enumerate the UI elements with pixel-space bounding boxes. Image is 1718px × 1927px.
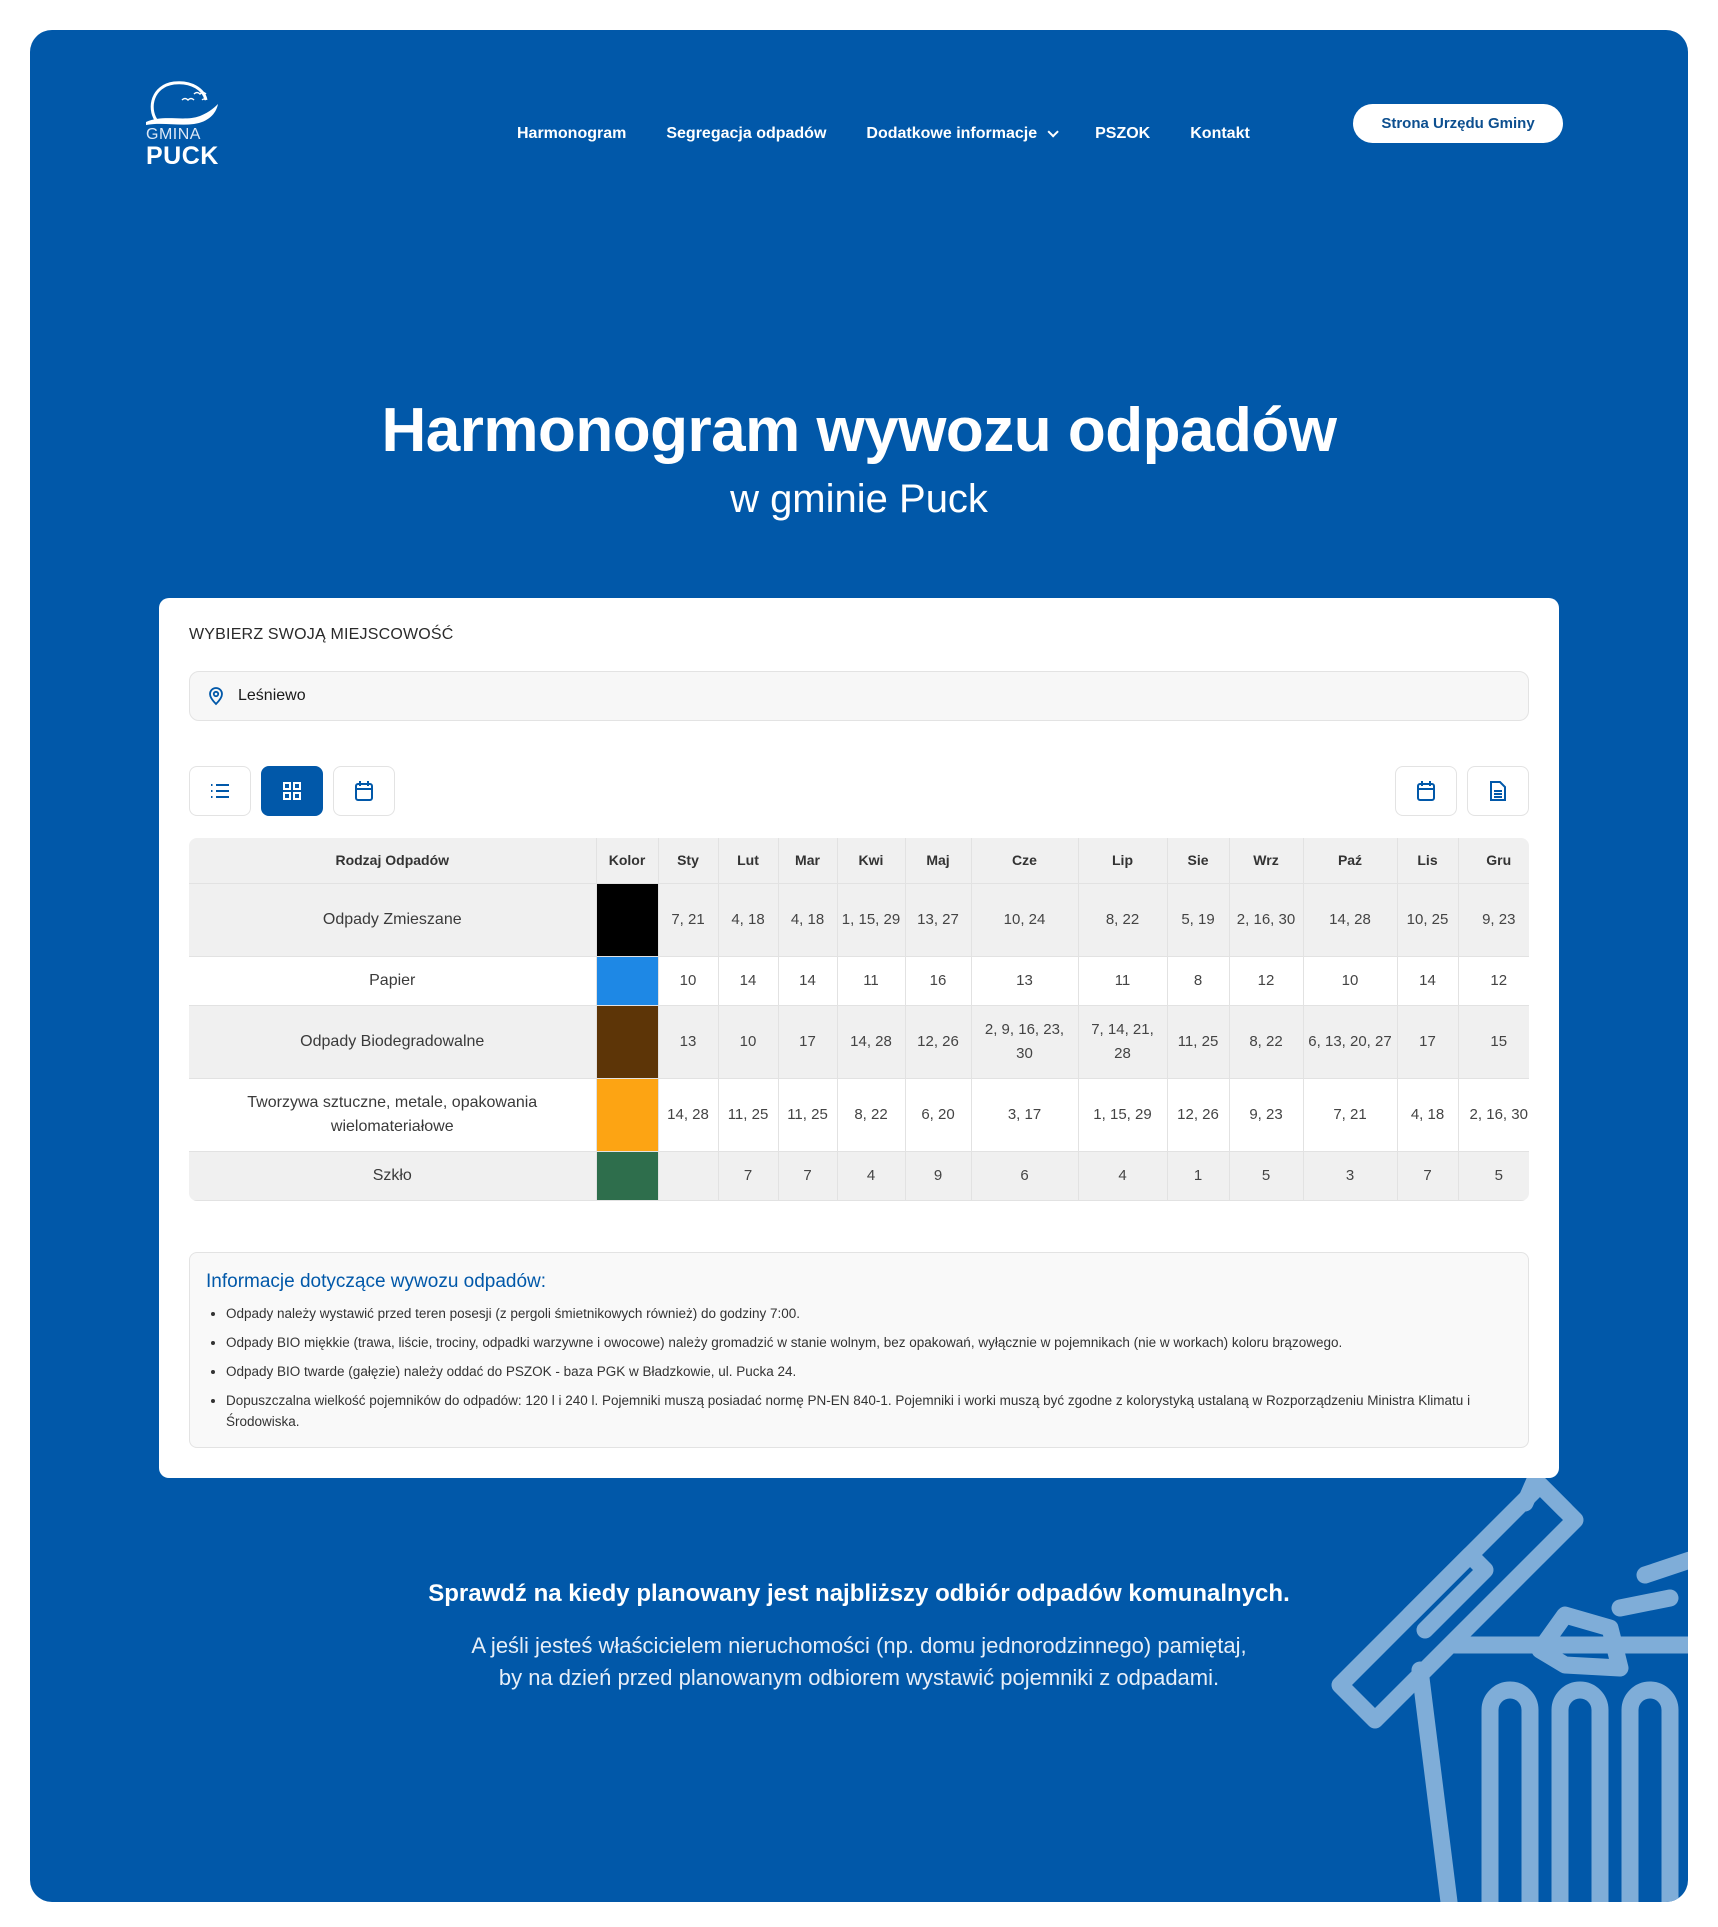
color-swatch-cell xyxy=(596,956,658,1005)
col-header: Sty xyxy=(658,838,718,883)
date-cell: 6, 20 xyxy=(905,1078,971,1151)
view-toggle-group xyxy=(189,766,405,816)
date-cell: 12 xyxy=(1458,956,1529,1005)
calendar-view-button[interactable] xyxy=(333,766,395,816)
col-header: Rodzaj Odpadów xyxy=(189,838,596,883)
date-cell: 15 xyxy=(1458,1005,1529,1078)
date-cell: 9, 23 xyxy=(1458,883,1529,956)
page-subtitle: w gminie Puck xyxy=(730,477,988,521)
table-row xyxy=(189,1151,1529,1200)
date-cell: 7 xyxy=(778,1151,837,1200)
date-cell: 3, 17 xyxy=(971,1078,1078,1151)
nav-kontakt[interactable] xyxy=(1190,125,1250,143)
date-cell: 3 xyxy=(1303,1151,1397,1200)
date-cell: 10 xyxy=(718,1005,778,1078)
date-cell: 10, 24 xyxy=(971,883,1078,956)
date-cell: 11 xyxy=(837,956,905,1005)
nav-dodatkowe-informacje[interactable] xyxy=(866,125,1055,143)
grid-view-button[interactable] xyxy=(261,766,323,816)
export-actions xyxy=(1385,766,1529,816)
date-cell: 13 xyxy=(971,956,1078,1005)
date-cell: 17 xyxy=(778,1005,837,1078)
col-header: Paź xyxy=(1303,838,1397,883)
date-cell: 12, 26 xyxy=(1167,1078,1229,1151)
color-swatch-cell xyxy=(596,1151,658,1200)
table-row xyxy=(189,956,1529,1005)
date-cell: 1, 15, 29 xyxy=(837,883,905,956)
date-cell: 11, 25 xyxy=(778,1078,837,1151)
date-cell: 11 xyxy=(1078,956,1167,1005)
location-select-label: WYBIERZ SWOJĄ MIEJSCOWOŚĆ xyxy=(189,626,454,643)
info-item: Odpady BIO twarde (gałęzie) należy oddać do PSZOK - baza PGK w Bładzkowie, ul. Pucka 24. xyxy=(206,1361,1512,1382)
table-header-row xyxy=(189,838,1529,883)
logo-line2: PUCK xyxy=(146,142,219,170)
col-header: Lut xyxy=(718,838,778,883)
list-view-button[interactable] xyxy=(189,766,251,816)
date-cell: 9, 23 xyxy=(1229,1078,1303,1151)
nav-segregacja[interactable] xyxy=(666,125,826,143)
date-cell: 14, 28 xyxy=(837,1005,905,1078)
col-header: Cze xyxy=(971,838,1078,883)
date-cell: 7 xyxy=(718,1151,778,1200)
waste-type-cell: Tworzywa sztuczne, metale, opakowania wielomateriałowe xyxy=(189,1078,596,1151)
date-cell: 4 xyxy=(837,1151,905,1200)
main-nav xyxy=(517,114,1290,154)
col-header: Mar xyxy=(778,838,837,883)
date-cell: 10 xyxy=(1303,956,1397,1005)
table-row xyxy=(189,1005,1529,1078)
date-cell: 13, 27 xyxy=(905,883,971,956)
col-header: Lip xyxy=(1078,838,1167,883)
date-cell: 7, 21 xyxy=(658,883,718,956)
info-item: Dopuszczalna wielkość pojemników do odpadów: 120 l i 240 l. Pojemniki muszą posiadać normę PN-EN 840-1. Pojemniki i worki muszą być zgodne z kolorystyką ustalaną w Rozporządzeniu Ministra Klimatu i Środowiska. xyxy=(206,1390,1512,1432)
date-cell: 12 xyxy=(1229,956,1303,1005)
date-cell: 6 xyxy=(971,1151,1078,1200)
date-cell: 8 xyxy=(1167,956,1229,1005)
color-swatch-cell xyxy=(596,883,658,956)
date-cell: 4 xyxy=(1078,1151,1167,1200)
nav-label: Segregacja odpadów xyxy=(666,125,827,142)
date-cell: 10, 25 xyxy=(1397,883,1458,956)
download-pdf-button[interactable] xyxy=(1467,766,1529,816)
col-header: Gru xyxy=(1458,838,1529,883)
nav-pszok[interactable] xyxy=(1095,125,1150,143)
waste-type-cell: Papier xyxy=(189,956,596,1005)
date-cell: 16 xyxy=(905,956,971,1005)
date-cell: 8, 22 xyxy=(1078,883,1167,956)
date-cell: 17 xyxy=(1397,1005,1458,1078)
date-cell: 12, 26 xyxy=(905,1005,971,1078)
date-cell: 5 xyxy=(1458,1151,1529,1200)
document-icon xyxy=(1489,780,1507,802)
date-cell xyxy=(658,1151,718,1200)
date-cell: 14 xyxy=(778,956,837,1005)
export-calendar-button[interactable] xyxy=(1395,766,1457,816)
calendar-icon xyxy=(354,780,374,802)
chevron-down-icon xyxy=(1048,126,1059,137)
col-header: Kolor xyxy=(596,838,658,883)
date-cell: 6, 13, 20, 27 xyxy=(1303,1005,1397,1078)
col-header: Kwi xyxy=(837,838,905,883)
date-cell: 14 xyxy=(718,956,778,1005)
page-title: Harmonogram wywozu odpadów xyxy=(381,396,1337,465)
col-header: Wrz xyxy=(1229,838,1303,883)
info-box xyxy=(189,1252,1529,1448)
date-cell: 5, 19 xyxy=(1167,883,1229,956)
location-input[interactable] xyxy=(238,687,1438,705)
location-field[interactable] xyxy=(189,671,1529,721)
date-cell: 4, 18 xyxy=(1397,1078,1458,1151)
date-cell: 2, 16, 30 xyxy=(1229,883,1303,956)
date-cell: 13 xyxy=(658,1005,718,1078)
col-header: Maj xyxy=(905,838,971,883)
bottom-line-1: A jeśli jesteś właścicielem nieruchomości (np. domu jednorodzinnego) pamiętaj, xyxy=(471,1633,1247,1658)
date-cell: 8, 22 xyxy=(1229,1005,1303,1078)
date-cell: 4, 18 xyxy=(778,883,837,956)
logo-sun-wave-icon xyxy=(144,78,224,128)
col-header: Lis xyxy=(1397,838,1458,883)
bottom-line-2: by na dzień przed planowanym odbiorem wystawić pojemniki z odpadami. xyxy=(498,1665,1220,1690)
info-item: Odpady należy wystawić przed teren posesji (z pergoli śmietnikowych również) do godziny 7:00. xyxy=(206,1303,1512,1324)
date-cell: 14, 28 xyxy=(658,1078,718,1151)
waste-type-cell: Odpady Zmieszane xyxy=(189,883,596,956)
nav-label: Kontakt xyxy=(1190,125,1250,142)
info-title: Informacje dotyczące wywozu odpadów: xyxy=(206,1271,547,1292)
nav-label: Dodatkowe informacje xyxy=(866,125,1038,142)
date-cell: 8, 22 xyxy=(837,1078,905,1151)
table-row xyxy=(189,1078,1529,1151)
date-cell: 11, 25 xyxy=(1167,1005,1229,1078)
bottom-heading: Sprawdź na kiedy planowany jest najbliższy odbiór odpadów komunalnych. xyxy=(428,1580,1290,1607)
info-list xyxy=(206,1303,1512,1432)
date-cell: 10 xyxy=(658,956,718,1005)
date-cell: 2, 16, 30 xyxy=(1458,1078,1529,1151)
date-cell: 1, 15, 29 xyxy=(1078,1078,1167,1151)
color-swatch-cell xyxy=(596,1005,658,1078)
strona-urzedu-button[interactable]: Strona Urzędu Gminy xyxy=(1353,104,1563,143)
date-cell: 7 xyxy=(1397,1151,1458,1200)
col-header: Sie xyxy=(1167,838,1229,883)
gmina-puck-logo[interactable] xyxy=(144,78,224,168)
schedule-card xyxy=(159,598,1559,1478)
trash-can-decoration-icon xyxy=(1320,1450,1688,1902)
calendar-export-icon xyxy=(1416,780,1436,802)
info-item: Odpady BIO miękkie (trawa, liście, trociny, odpadki warzywne i owocowe) należy gromadzić w stanie wolnym, bez opakowań, wyłącznie w pojemnikach (nie w workach) koloru brązowego. xyxy=(206,1332,1512,1353)
date-cell: 7, 21 xyxy=(1303,1078,1397,1151)
logo-line1: GMINA xyxy=(146,126,201,143)
date-cell: 11, 25 xyxy=(718,1078,778,1151)
date-cell: 5 xyxy=(1229,1151,1303,1200)
table-row xyxy=(189,883,1529,956)
date-cell: 7, 14, 21, 28 xyxy=(1078,1005,1167,1078)
nav-label: Harmonogram xyxy=(517,125,627,142)
date-cell: 1 xyxy=(1167,1151,1229,1200)
map-pin-icon xyxy=(206,686,226,706)
nav-label: PSZOK xyxy=(1095,125,1151,142)
date-cell: 14, 28 xyxy=(1303,883,1397,956)
list-icon xyxy=(209,782,231,800)
grid-icon xyxy=(282,781,302,801)
date-cell: 4, 18 xyxy=(718,883,778,956)
date-cell: 14 xyxy=(1397,956,1458,1005)
date-cell: 2, 9, 16, 23, 30 xyxy=(971,1005,1078,1078)
schedule-table xyxy=(189,838,1529,1201)
date-cell: 9 xyxy=(905,1151,971,1200)
waste-type-cell: Szkło xyxy=(189,1151,596,1200)
page-panel xyxy=(30,30,1688,1902)
color-swatch-cell xyxy=(596,1078,658,1151)
waste-type-cell: Odpady Biodegradowalne xyxy=(189,1005,596,1078)
nav-harmonogram[interactable] xyxy=(517,125,626,143)
